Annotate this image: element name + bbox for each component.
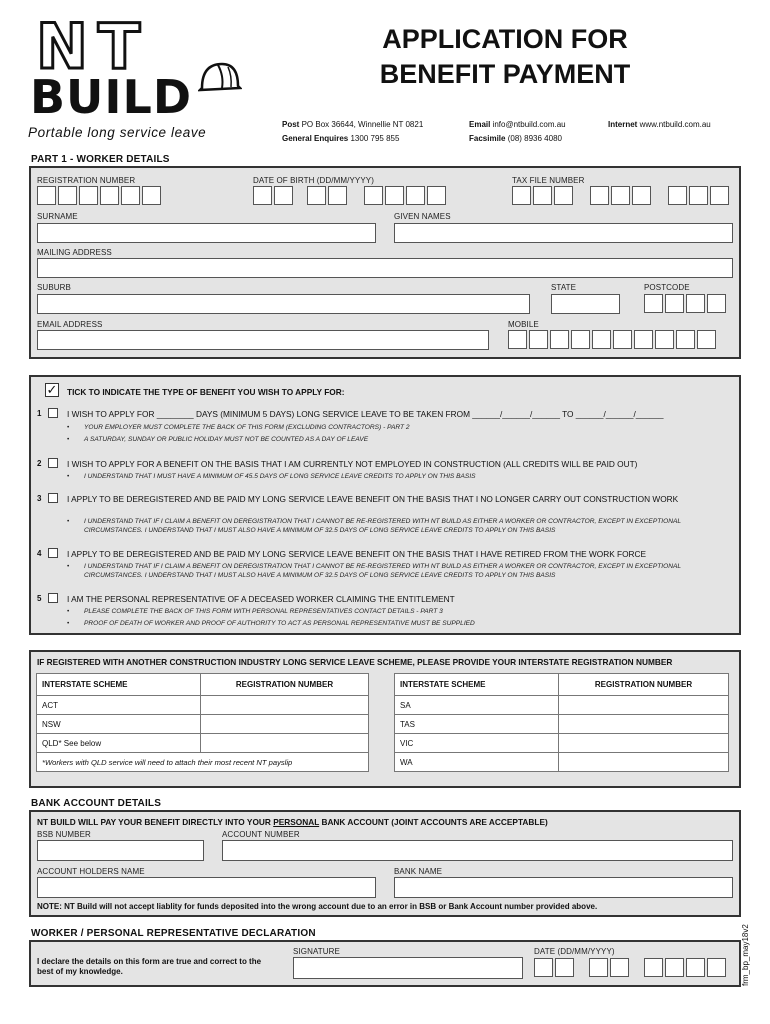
table-row: SA	[395, 696, 729, 715]
mailing-address-field[interactable]	[37, 258, 733, 278]
tax-file-number-label: TAX FILE NUMBER	[512, 176, 585, 185]
form-code: frm_bp_may18v2	[741, 924, 750, 986]
holders-name-label: ACCOUNT HOLDERS NAME	[37, 867, 145, 876]
option-number: 3	[37, 494, 42, 503]
declaration-text: I declare the details on this form are true and correct to the best of my knowledge.	[37, 957, 262, 976]
option-5-text: I AM THE PERSONAL REPRESENTATIVE OF A DECEASED WORKER CLAIMING THE ENTITLEMENT	[67, 594, 455, 604]
tick-example-icon: ✓	[46, 382, 58, 397]
option-5-checkbox[interactable]	[48, 593, 58, 603]
table-row: WA	[395, 753, 729, 772]
option-1-bullet: • YOUR EMPLOYER MUST COMPLETE THE BACK OF THIS FORM (EXCLUDING CONTRACTORS) - PART 2	[84, 423, 410, 432]
given-names-label: GIVEN NAMES	[394, 212, 451, 221]
option-5-bullet: • PROOF OF DEATH OF WORKER AND PROOF OF AUTHORITY TO ACT AS PERSONAL REPRESENTATIVE MUST BE SUPPLIED	[84, 619, 475, 628]
surname-label: SURNAME	[37, 212, 78, 221]
option-4-text: I APPLY TO BE DEREGISTERED AND BE PAID MY LONG SERVICE LEAVE BENEFIT ON THE BASIS THAT I HAVE RETIRED FROM THE WORK FORCE	[67, 549, 647, 559]
suburb-label: SUBURB	[37, 283, 71, 292]
email-address-label: EMAIL ADDRESS	[37, 320, 103, 329]
benefit-instruction: TICK TO INDICATE THE TYPE OF BENEFIT YOU WISH TO APPLY FOR:	[67, 387, 345, 397]
option-3-checkbox[interactable]	[48, 493, 58, 503]
nsw-registration-input[interactable]	[201, 715, 369, 734]
bank-intro: NT BUILD WILL PAY YOUR BENEFIT DIRECTLY INTO YOUR PERSONAL BANK ACCOUNT (JOINT ACCOUNTS ARE ACCEPTABLE)	[37, 817, 548, 827]
mailing-address-label: MAILING ADDRESS	[37, 248, 112, 257]
option-2-text: I WISH TO APPLY FOR A BENEFIT ON THE BASIS THAT I AM CURRENTLY NOT EMPLOYED IN CONSTRUCTION (ALL CREDITS WILL BE PAID OUT)	[67, 459, 638, 469]
mobile-label: MOBILE	[508, 320, 539, 329]
col-header-scheme: INTERSTATE SCHEME	[395, 674, 559, 696]
option-number: 2	[37, 459, 42, 468]
logo-build-text: BUILD	[30, 70, 193, 124]
col-header-registration: REGISTRATION NUMBER	[201, 674, 369, 696]
surname-field[interactable]	[37, 223, 376, 243]
act-registration-input[interactable]	[201, 696, 369, 715]
page-title-line1: APPLICATION FOR	[382, 24, 628, 54]
option-5-bullet: • PLEASE COMPLETE THE BACK OF THIS FORM WITH PERSONAL REPRESENTATIVES CONTACT DETAILS - PART 3	[84, 607, 443, 616]
bank-name-label: BANK NAME	[394, 867, 443, 876]
declaration-title: WORKER / PERSONAL REPRESENTATIVE DECLARATION	[31, 928, 316, 939]
table-row: ACT	[37, 696, 369, 715]
page-title	[330, 22, 680, 92]
tfn-boxes-2[interactable]	[590, 186, 651, 205]
nt-build-logo	[28, 10, 243, 147]
dob-day-boxes[interactable]	[253, 186, 293, 205]
col-header-registration: REGISTRATION NUMBER	[559, 674, 729, 696]
postcode-label: POSTCODE	[644, 283, 690, 292]
account-number-field[interactable]	[222, 840, 733, 861]
page-title-line2: BENEFIT PAYMENT	[379, 59, 631, 89]
declaration-date-day[interactable]	[534, 958, 574, 977]
registration-number-label: REGISTRATION NUMBER	[37, 176, 136, 185]
bsb-field[interactable]	[37, 840, 204, 861]
option-3-bullet: • I UNDERSTAND THAT IF I CLAIM A BENEFIT ON DEREGISTRATION THAT I CANNOT BE RE-REGISTERED WITH NT BUILD AS EITHER A WORKER OR CONTRACTOR, EXCEPT IN EXCEPTIONAL CIRCUMSTANCES. I UNDERSTAND THAT I MUST ALSO HAVE A MINIMUM OF 32.5 DAYS OF LONG SERVICE LEAVE CREDITS TO APPLY ON THIS BASIS	[84, 517, 734, 535]
tfn-boxes-1[interactable]	[512, 186, 573, 205]
given-names-field[interactable]	[394, 223, 733, 243]
dob-month-boxes[interactable]	[307, 186, 347, 205]
email-address-field[interactable]	[37, 330, 489, 350]
mobile-boxes[interactable]	[508, 330, 716, 349]
option-2-checkbox[interactable]	[48, 458, 58, 468]
option-2-bullet: • I UNDERSTAND THAT I MUST HAVE A MINIMUM OF 45.5 DAYS OF LONG SERVICE LEAVE CREDITS TO APPLY ON THIS BASIS	[84, 472, 476, 481]
qld-registration-input[interactable]	[201, 734, 369, 753]
declaration-date-month[interactable]	[589, 958, 629, 977]
option-number: 5	[37, 594, 42, 603]
option-4-checkbox[interactable]	[48, 548, 58, 558]
bank-title: BANK ACCOUNT DETAILS	[31, 798, 162, 809]
bank-note: NOTE: NT Build will not accept liablity for funds deposited into the wrong account due to an error in BSB or Bank Account number provided above.	[37, 902, 598, 911]
postcode-boxes[interactable]	[644, 294, 726, 313]
date-of-birth-label: DATE OF BIRTH (DD/MM/YYYY)	[253, 176, 374, 185]
interstate-table-left	[36, 673, 369, 772]
signature-label: SIGNATURE	[293, 947, 340, 956]
bsb-label: BSB NUMBER	[37, 830, 91, 839]
state-label: STATE	[551, 283, 577, 292]
holders-name-field[interactable]	[37, 877, 376, 898]
interstate-title: IF REGISTERED WITH ANOTHER CONSTRUCTION INDUSTRY LONG SERVICE LEAVE SCHEME, PLEASE PROVIDE YOUR INTERSTATE REGISTRATION NUMBER	[37, 657, 673, 667]
col-header-scheme: INTERSTATE SCHEME	[37, 674, 201, 696]
declaration-date-year[interactable]	[644, 958, 726, 977]
bank-name-field[interactable]	[394, 877, 733, 898]
declaration-date-label: DATE (DD/MM/YYYY)	[534, 947, 615, 956]
suburb-field[interactable]	[37, 294, 530, 314]
option-number: 4	[37, 549, 42, 558]
option-1-bullet: • A SATURDAY, SUNDAY OR PUBLIC HOLIDAY MUST NOT BE COUNTED AS A DAY OF LEAVE	[84, 435, 368, 444]
sa-registration-input[interactable]	[559, 696, 729, 715]
option-1-checkbox[interactable]	[48, 408, 58, 418]
interstate-table-right	[394, 673, 729, 772]
logo-nt-text: NT	[36, 10, 151, 83]
table-row: TAS	[395, 715, 729, 734]
account-number-label: ACCOUNT NUMBER	[222, 830, 300, 839]
table-row: QLD* See below	[37, 734, 369, 753]
option-number: 1	[37, 409, 42, 418]
registration-number-boxes[interactable]	[37, 186, 161, 205]
part1-title: PART 1 - WORKER DETAILS	[31, 154, 170, 165]
vic-registration-input[interactable]	[559, 734, 729, 753]
tas-registration-input[interactable]	[559, 715, 729, 734]
tfn-boxes-3[interactable]	[668, 186, 729, 205]
option-3-text: I APPLY TO BE DEREGISTERED AND BE PAID MY LONG SERVICE LEAVE BENEFIT ON THE BASIS THAT I NO LONGER CARRY OUT CONSTRUCTION WORK	[67, 494, 679, 504]
signature-field[interactable]	[293, 957, 523, 979]
table-row: VIC	[395, 734, 729, 753]
logo-tagline: Portable long service leave	[28, 125, 207, 140]
table-row: NSW	[37, 715, 369, 734]
state-field[interactable]	[551, 294, 620, 314]
hard-hat-icon	[198, 58, 242, 98]
option-1-text: I WISH TO APPLY FOR ________ DAYS (MINIMUM 5 DAYS) LONG SERVICE LEAVE TO BE TAKEN FROM ______/______/______ TO ______/______/______	[67, 409, 664, 419]
dob-year-boxes[interactable]	[364, 186, 446, 205]
qld-note: *Workers with QLD service will need to attach their most recent NT payslip	[37, 753, 369, 772]
option-4-bullet: • I UNDERSTAND THAT IF I CLAIM A BENEFIT ON DEREGISTRATION THAT I CANNOT BE RE-REGISTERED WITH NT BUILD AS EITHER A WORKER OR CONTRACTOR, EXCEPT IN EXCEPTIONAL CIRCUMSTANCES. I UNDERSTAND THAT I MUST ALSO HAVE A MINIMUM OF 32.5 DAYS OF LONG SERVICE LEAVE CREDITS TO APPLY ON THIS BASIS	[84, 562, 734, 580]
wa-registration-input[interactable]	[559, 753, 729, 772]
